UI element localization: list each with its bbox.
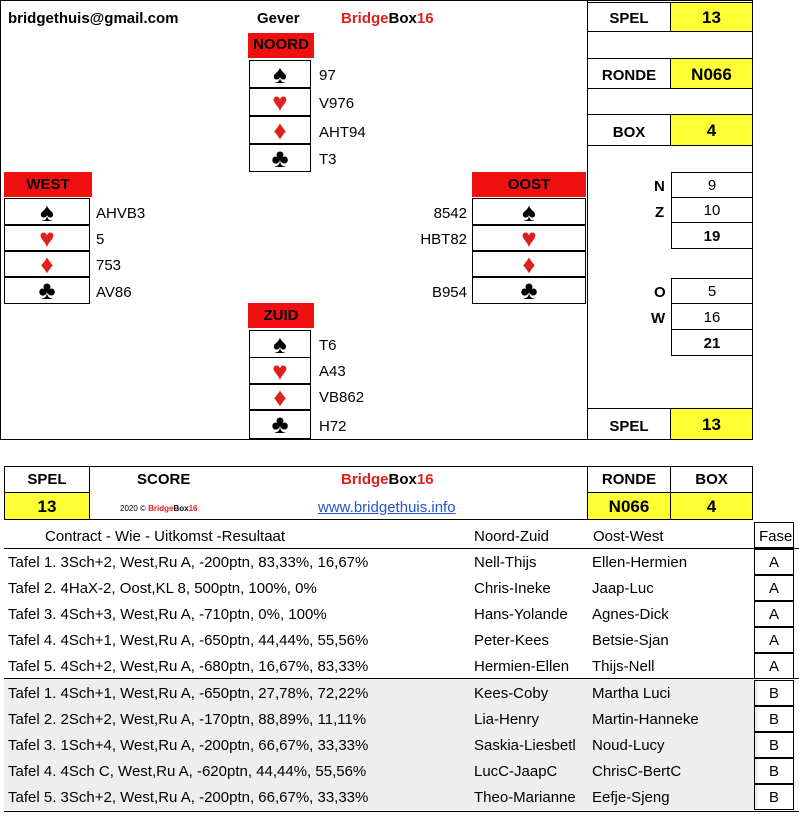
- o-label: O: [654, 284, 666, 301]
- col-ow-header: Oost-West: [593, 528, 664, 545]
- oost-hearts: HBT82: [420, 231, 467, 248]
- table-row: [4, 575, 799, 601]
- gever-label: Gever: [257, 10, 300, 27]
- contract-cell: Tafel 3. 4Sch+3, West,Ru A, -710ptn, 0%, 100%: [8, 606, 327, 623]
- diamond-icon: ♦: [472, 250, 586, 278]
- contract-cell: Tafel 5. 3Sch+2, West,Ru A, -200ptn, 66,67%, 33,33%: [8, 789, 369, 806]
- nz-cell: Lia-Henry: [474, 711, 540, 728]
- w-label: W: [651, 310, 666, 327]
- table-row: [4, 732, 799, 758]
- nz-total: 19: [671, 222, 753, 249]
- brand-part-a: Bridge: [148, 504, 174, 513]
- brand-part-c: 16: [416, 10, 434, 27]
- website-link[interactable]: www.bridgethuis.info: [318, 499, 456, 516]
- blank-row: [587, 88, 753, 115]
- table-row: [4, 784, 799, 810]
- z-label: Z: [655, 204, 665, 221]
- brand-part-c: 16: [416, 471, 434, 488]
- contract-cell: Tafel 4. 4Sch+1, West,Ru A, -650ptn, 44,44%, 55,56%: [8, 632, 369, 649]
- copyright-prefix: 2020 ©: [120, 504, 149, 513]
- table-row: [4, 549, 799, 575]
- noord-header: NOORD: [248, 33, 314, 58]
- ow-cell: Thijs-Nell: [592, 658, 655, 675]
- contract-cell: Tafel 3. 1Sch+4, West,Ru A, -200ptn, 66,67%, 33,33%: [8, 737, 369, 754]
- score-spel-value: 13: [4, 492, 90, 520]
- score-ronde-label: RONDE: [587, 466, 671, 493]
- col-nz-header: Noord-Zuid: [474, 528, 550, 545]
- noord-hearts: V976: [319, 95, 355, 112]
- fase-cell: A: [754, 627, 794, 653]
- fase-cell: B: [754, 732, 794, 758]
- heart-icon: ♥: [249, 88, 311, 116]
- heart-icon: ♥: [472, 224, 586, 252]
- ow-cell: Jaap-Luc: [592, 580, 654, 597]
- score-box-value: 4: [670, 492, 753, 520]
- ow-cell: Noud-Lucy: [592, 737, 665, 754]
- nz-cell: Hans-Yolande: [474, 606, 568, 623]
- heart-icon: ♥: [4, 224, 90, 252]
- zuid-clubs: H72: [319, 418, 347, 435]
- zuid-header: ZUID: [248, 303, 314, 328]
- club-icon: ♣: [249, 409, 311, 439]
- west-hearts: 5: [96, 231, 105, 248]
- contract-cell: Tafel 4. 4Sch C, West,Ru A, -620ptn, 44,44%, 55,56%: [8, 763, 367, 780]
- spade-icon: ♠: [249, 330, 311, 358]
- ow-cell: Martin-Hanneke: [592, 711, 699, 728]
- oost-header: OOST: [472, 172, 586, 197]
- score-box-label: BOX: [670, 466, 753, 493]
- divider: [4, 811, 799, 812]
- contract-cell: Tafel 2. 2Sch+2, West,Ru A, -170ptn, 88,89%, 11,11%: [8, 711, 367, 728]
- z-value: 10: [671, 197, 753, 223]
- spel-label: SPEL: [587, 2, 671, 32]
- fase-cell: B: [754, 706, 794, 732]
- col-contract-header: Contract - Wie - Uitkomst -Resultaat: [45, 528, 286, 545]
- diamond-icon: ♦: [4, 250, 90, 278]
- blank-row: [587, 31, 753, 59]
- email-text: bridgethuis@gmail.com: [8, 10, 179, 27]
- o-value: 5: [671, 278, 753, 304]
- brand-logo: [341, 10, 434, 27]
- ow-cell: Martha Luci: [592, 685, 671, 702]
- oost-clubs: B954: [431, 284, 467, 301]
- diamond-icon: ♦: [249, 383, 311, 411]
- score-ronde-value: N066: [587, 492, 671, 520]
- table-row: [4, 601, 799, 627]
- table-row: [4, 706, 799, 732]
- fase-cell: B: [754, 784, 794, 810]
- col-fase-header: Fase: [759, 528, 793, 545]
- spade-icon: ♠: [249, 60, 311, 88]
- ronde-value: N066: [670, 58, 753, 89]
- box-value: 4: [670, 114, 753, 146]
- heart-icon: ♥: [249, 357, 311, 385]
- west-spades: AHVB3: [96, 205, 146, 222]
- spade-icon: ♠: [472, 198, 586, 226]
- ronde-label: RONDE: [587, 58, 671, 89]
- spel-value: 13: [670, 2, 753, 32]
- score-label: SCORE: [137, 471, 191, 488]
- n-label: N: [654, 178, 665, 195]
- west-diamonds: 753: [96, 257, 122, 274]
- score-spel-label: SPEL: [4, 466, 90, 493]
- copyright-text: [120, 504, 198, 513]
- contract-cell: Tafel 1. 3Sch+2, West,Ru A, -200ptn, 83,33%, 16,67%: [8, 554, 369, 571]
- score-brand-logo: [341, 471, 434, 488]
- table-row: [4, 680, 799, 706]
- brand-part-b: Box: [173, 504, 189, 513]
- ow-cell: Betsie-Sjan: [592, 632, 669, 649]
- fase-cell: B: [754, 758, 794, 784]
- contract-cell: Tafel 2. 4HaX-2, Oost,KL 8, 500ptn, 100%, 0%: [8, 580, 317, 597]
- noord-clubs: T3: [319, 151, 337, 168]
- n-value: 9: [671, 172, 753, 198]
- club-icon: ♣: [249, 144, 311, 172]
- diamond-icon: ♦: [249, 116, 311, 144]
- zuid-spades: T6: [319, 337, 337, 354]
- brand-part-a: Bridge: [341, 10, 389, 27]
- west-clubs: AV86: [96, 284, 132, 301]
- brand-part-a: Bridge: [341, 471, 389, 488]
- nz-cell: Hermien-Ellen: [474, 658, 570, 675]
- zuid-hearts: A43: [319, 363, 346, 380]
- fase-cell: A: [754, 575, 794, 601]
- nz-cell: Nell-Thijs: [474, 554, 537, 571]
- ow-cell: Eefje-Sjeng: [592, 789, 670, 806]
- ow-cell: Agnes-Dick: [592, 606, 669, 623]
- west-header: WEST: [4, 172, 92, 197]
- contract-cell: Tafel 5. 4Sch+2, West,Ru A, -680ptn, 16,67%, 83,33%: [8, 658, 369, 675]
- fase-cell: B: [754, 680, 794, 706]
- brand-part-b: Box: [388, 10, 417, 27]
- club-icon: ♣: [4, 276, 90, 304]
- table-row: [4, 627, 799, 653]
- nz-cell: Kees-Coby: [474, 685, 549, 702]
- nz-cell: LucC-JaapC: [474, 763, 558, 780]
- box-label: BOX: [587, 114, 671, 146]
- spel-bottom-label: SPEL: [587, 408, 671, 440]
- nz-cell: Chris-Ineke: [474, 580, 551, 597]
- brand-part-c: 16: [188, 504, 198, 513]
- table-row: [4, 758, 799, 784]
- spel-bottom-value: 13: [670, 408, 753, 440]
- oost-spades: 8542: [433, 205, 467, 222]
- table-row: [4, 653, 799, 679]
- ow-cell: Ellen-Hermien: [592, 554, 688, 571]
- spade-icon: ♠: [4, 198, 90, 226]
- w-value: 16: [671, 303, 753, 330]
- fase-cell: A: [754, 653, 794, 679]
- zuid-diamonds: VB862: [319, 389, 365, 406]
- noord-spades: 97: [319, 67, 336, 84]
- nz-cell: Saskia-Liesbetl: [474, 737, 576, 754]
- contract-cell: Tafel 1. 4Sch+1, West,Ru A, -650ptn, 27,78%, 72,22%: [8, 685, 369, 702]
- noord-diamonds: AHT94: [319, 124, 366, 141]
- fase-cell: A: [754, 601, 794, 627]
- ow-cell: ChrisC-BertC: [592, 763, 682, 780]
- nz-cell: Peter-Kees: [474, 632, 550, 649]
- ow-total: 21: [671, 329, 753, 356]
- brand-part-b: Box: [388, 471, 417, 488]
- club-icon: ♣: [472, 276, 586, 304]
- fase-header-cell: [754, 522, 794, 548]
- nz-cell: Theo-Marianne: [474, 789, 576, 806]
- fase-cell: A: [754, 549, 794, 575]
